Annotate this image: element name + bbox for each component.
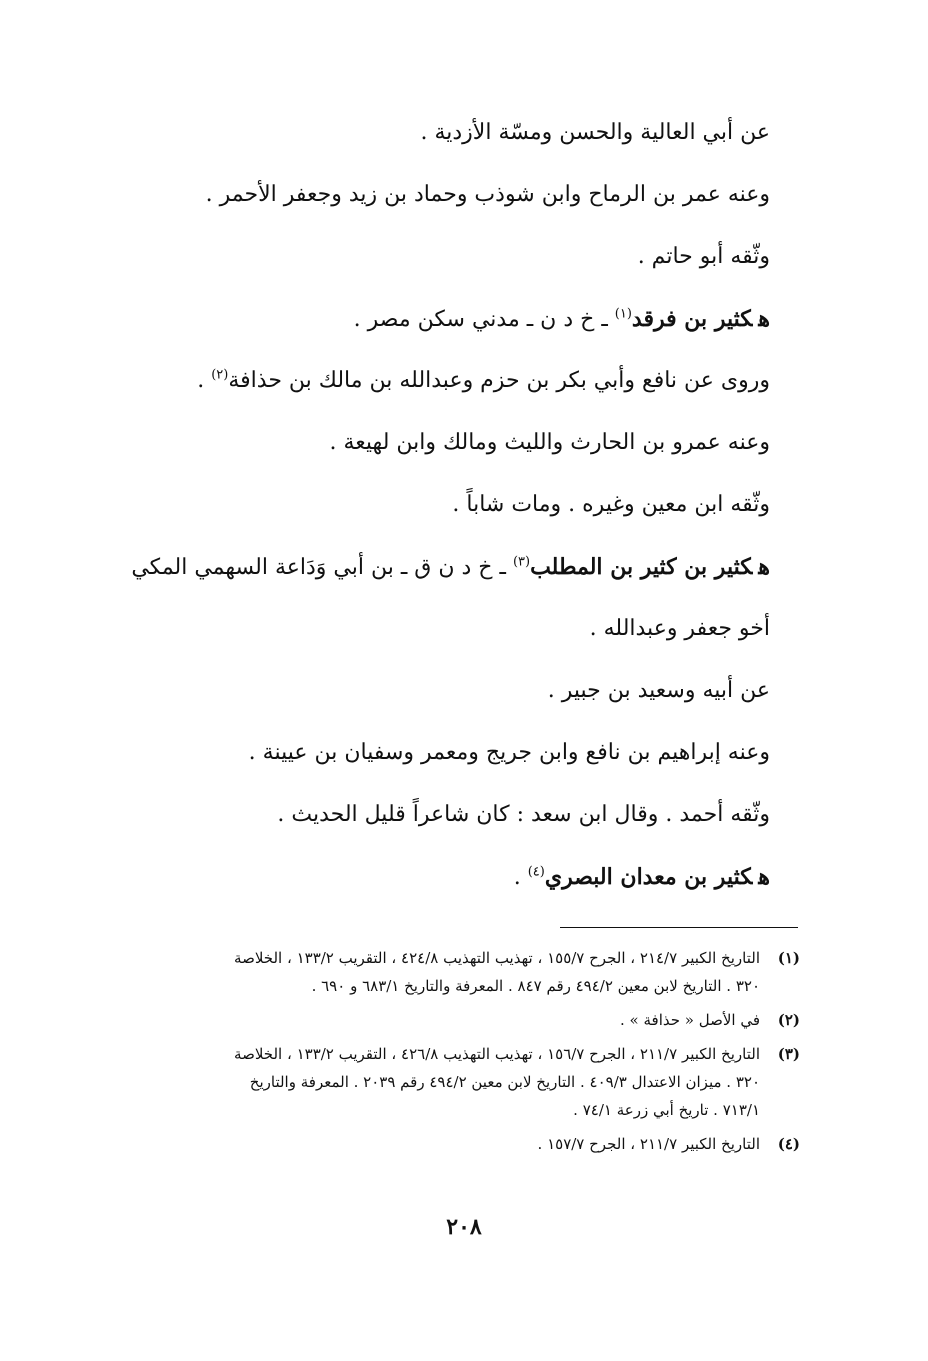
text-line — [120, 428, 770, 490]
biography-entry-heading — [120, 552, 770, 614]
line-text: وثّقه أبو حاتم . — [637, 244, 770, 269]
entry-name: كثير بن فرقد — [631, 306, 753, 332]
entry-details: ـ خ د ن ق ـ بن أبي وَدَاعة السهمي المكي — [131, 555, 513, 580]
footnote-separator — [560, 927, 798, 928]
text-line — [120, 180, 770, 242]
footnote-line: ٣٢٠ . ميزان الاعتدال ٤٠٩/٣ . التاريخ لابن معين ٤٩٤/٢ رقم ٢٠٣٩ . المعرفة والتاريخ — [249, 1073, 760, 1091]
line-text: وثّقه أحمد . وقال ابن سعد : كان شاعراً قليل الحديث . — [277, 802, 770, 827]
footnote-line: التاريخ الكبير ٢١٤/٧ ، الجرح ١٥٥/٧ ، تهذيب التهذيب ٤٢٤/٨ ، التقريب ١٣٣/٢ ، الخلاصة — [234, 949, 760, 967]
text-line — [120, 118, 770, 180]
footnote-line: التاريخ الكبير ٢١١/٧ ، الجرح ١٥٦/٧ ، تهذيب التهذيب ٤٢٦/٨ ، التقريب ١٣٣/٢ ، الخلاصة — [234, 1045, 760, 1063]
line-text: عن أبيه وسعيد بن جبير . — [547, 678, 770, 703]
text-line — [120, 366, 770, 428]
footnote-line: في الأصل « حذافة » . — [620, 1011, 760, 1029]
footnote — [130, 1006, 800, 1034]
footnote-line: ٣٢٠ . التاريخ لابن معين ٤٩٤/٢ رقم ٨٤٧ . المعرفة والتاريخ ٦٨٣/١ و ٦٩٠ . — [311, 977, 760, 995]
footnote-ref: (٤) — [527, 864, 545, 880]
entry-marker: ه — [758, 864, 770, 890]
footnote-ref: (٢) — [211, 367, 229, 383]
line-text: وروى عن نافع وأبي بكر بن حزم وعبدالله بن مالك بن حذافة — [228, 368, 770, 393]
footnote-number: (٣) — [777, 1045, 800, 1063]
footnote — [130, 944, 800, 1000]
footnote-number: (١) — [777, 949, 800, 967]
entry-name: كثير بن كثير بن المطلب — [530, 554, 753, 580]
footnote-line: ٧١٣/١ . تاريخ أبي زرعة ٧٤/١ . — [573, 1101, 760, 1119]
text-line — [120, 242, 770, 304]
biography-entry-heading — [120, 304, 770, 366]
entry-name: كثير بن معدان البصري — [544, 864, 753, 890]
entry-details: ـ خ د ن ـ مدني سكن مصر . — [353, 307, 615, 332]
line-text: وعنه عمرو بن الحارث والليث ومالك وابن لهيعة . — [329, 430, 770, 455]
biography-entry-heading — [120, 862, 770, 924]
footnote-ref: (٣) — [512, 554, 531, 570]
line-text: وعنه إبراهيم بن نافع وابن جريج ومعمر وسفيان بن عيينة . — [248, 740, 770, 765]
footnote-number: (٤) — [777, 1135, 800, 1153]
text-line — [120, 490, 770, 552]
text-line — [120, 676, 770, 738]
footnote — [130, 1130, 800, 1158]
text-line — [120, 738, 770, 800]
footnote-body — [130, 944, 760, 1000]
footnote-body — [130, 1006, 760, 1034]
footnote-number: (٢) — [777, 1011, 800, 1029]
text-line — [120, 614, 770, 676]
footnote-body — [130, 1040, 760, 1124]
line-text: وعنه عمر بن الرماح وابن شوذب وحماد بن زيد وجعفر الأحمر . — [205, 182, 770, 207]
text-line — [120, 800, 770, 862]
footnote — [130, 1040, 800, 1124]
footnotes — [130, 944, 800, 1164]
line-text: وثّقه ابن معين وغيره . ومات شاباً . — [452, 492, 770, 517]
footnote-ref: (١) — [614, 306, 632, 322]
entry-details: . — [513, 865, 528, 890]
footnote-body — [130, 1130, 760, 1158]
line-text: أخو جعفر وعبدالله . — [589, 616, 770, 641]
entry-marker: ه — [758, 554, 770, 580]
line-text: عن أبي العالية والحسن ومسّة الأزدية . — [420, 120, 770, 145]
footnote-line: التاريخ الكبير ٢١١/٧ ، الجرح ١٥٧/٧ . — [537, 1135, 760, 1153]
line-tail: . — [197, 368, 212, 393]
entry-marker: ه — [758, 306, 770, 332]
main-text — [120, 118, 770, 924]
page-number: ٢٠٨ — [446, 1214, 482, 1240]
